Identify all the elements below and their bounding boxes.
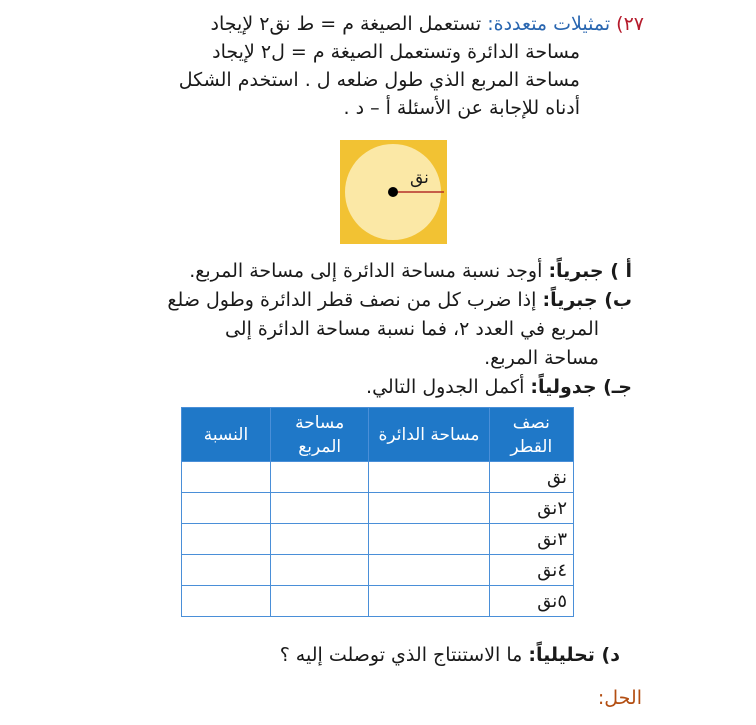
part-b bbox=[72, 286, 632, 315]
part-b-text-3: مساحة المربع. bbox=[484, 347, 599, 369]
cell-radius: ٥نق bbox=[489, 586, 573, 617]
cell-square-area[interactable] bbox=[270, 462, 368, 493]
problem-line-2: مساحة الدائرة وتستعمل الصيغة م = ل٢ لإيجاد bbox=[212, 41, 580, 63]
table-header-row bbox=[182, 408, 574, 462]
data-table-container bbox=[181, 407, 574, 617]
problem-number: ٢٧) bbox=[616, 13, 644, 35]
problem-text-1: تستعمل الصيغة م = ط نق٢ لإيجاد bbox=[210, 13, 482, 35]
center-point bbox=[388, 187, 398, 197]
cell-radius: ٢نق bbox=[489, 493, 573, 524]
problem-line-1 bbox=[84, 10, 644, 38]
part-b-text-2: المربع في العدد ٢، فما نسبة مساحة الدائرة إلى bbox=[224, 318, 599, 340]
part-b-label: ب) جبرياً: bbox=[542, 289, 632, 311]
table-row bbox=[182, 493, 574, 524]
table-row bbox=[182, 524, 574, 555]
cell-radius: ٣نق bbox=[489, 524, 573, 555]
cell-circle-area[interactable] bbox=[369, 462, 489, 493]
cell-square-area[interactable] bbox=[270, 524, 368, 555]
header-circle-area: مساحة الدائرة bbox=[369, 408, 489, 462]
cell-square-area[interactable] bbox=[270, 586, 368, 617]
cell-circle-area[interactable] bbox=[369, 524, 489, 555]
question-parts bbox=[72, 257, 632, 402]
part-c-label: جـ) جدولياً: bbox=[530, 376, 632, 398]
problem-heading: تمثيلات متعددة: bbox=[487, 13, 611, 35]
cell-ratio[interactable] bbox=[182, 555, 271, 586]
part-c-text: أكمل الجدول التالي. bbox=[366, 376, 525, 398]
table-row bbox=[182, 555, 574, 586]
cell-circle-area[interactable] bbox=[369, 586, 489, 617]
problem-line-3: مساحة المربع الذي طول ضلعه ل . استخدم الشكل bbox=[178, 69, 580, 91]
cell-circle-area[interactable] bbox=[369, 493, 489, 524]
data-table bbox=[181, 407, 574, 617]
table-row bbox=[182, 462, 574, 493]
cell-square-area[interactable] bbox=[270, 555, 368, 586]
part-a bbox=[72, 257, 632, 286]
header-square-area: مساحة المربع bbox=[270, 408, 368, 462]
cell-circle-area[interactable] bbox=[369, 555, 489, 586]
part-a-text: أوجد نسبة مساحة الدائرة إلى مساحة المربع. bbox=[189, 260, 543, 282]
cell-square-area[interactable] bbox=[270, 493, 368, 524]
part-d-label: د) تحليلياً: bbox=[528, 644, 620, 666]
figure-svg bbox=[340, 140, 447, 244]
problem-statement bbox=[84, 10, 644, 122]
cell-radius: نق bbox=[489, 462, 573, 493]
cell-ratio[interactable] bbox=[182, 493, 271, 524]
table-row bbox=[182, 586, 574, 617]
header-radius: نصف القطر bbox=[489, 408, 573, 462]
part-b-text-1: إذا ضرب كل من نصف قطر الدائرة وطول ضلع bbox=[167, 289, 537, 311]
cell-ratio[interactable] bbox=[182, 586, 271, 617]
cell-ratio[interactable] bbox=[182, 524, 271, 555]
part-d-text: ما الاستنتاج الذي توصلت إليه ؟ bbox=[279, 644, 523, 666]
part-a-label: أ ) جبرياً: bbox=[548, 260, 632, 282]
solution-label: الحل: bbox=[597, 687, 642, 709]
radius-label: نق bbox=[410, 168, 429, 188]
problem-line-4: أدناه للإجابة عن الأسئلة أ – د . bbox=[343, 97, 580, 119]
header-ratio: النسبة bbox=[182, 408, 271, 462]
cell-radius: ٤نق bbox=[489, 555, 573, 586]
part-c bbox=[72, 373, 632, 402]
cell-ratio[interactable] bbox=[182, 462, 271, 493]
part-d bbox=[120, 640, 620, 670]
circle-in-square-figure bbox=[340, 140, 447, 244]
